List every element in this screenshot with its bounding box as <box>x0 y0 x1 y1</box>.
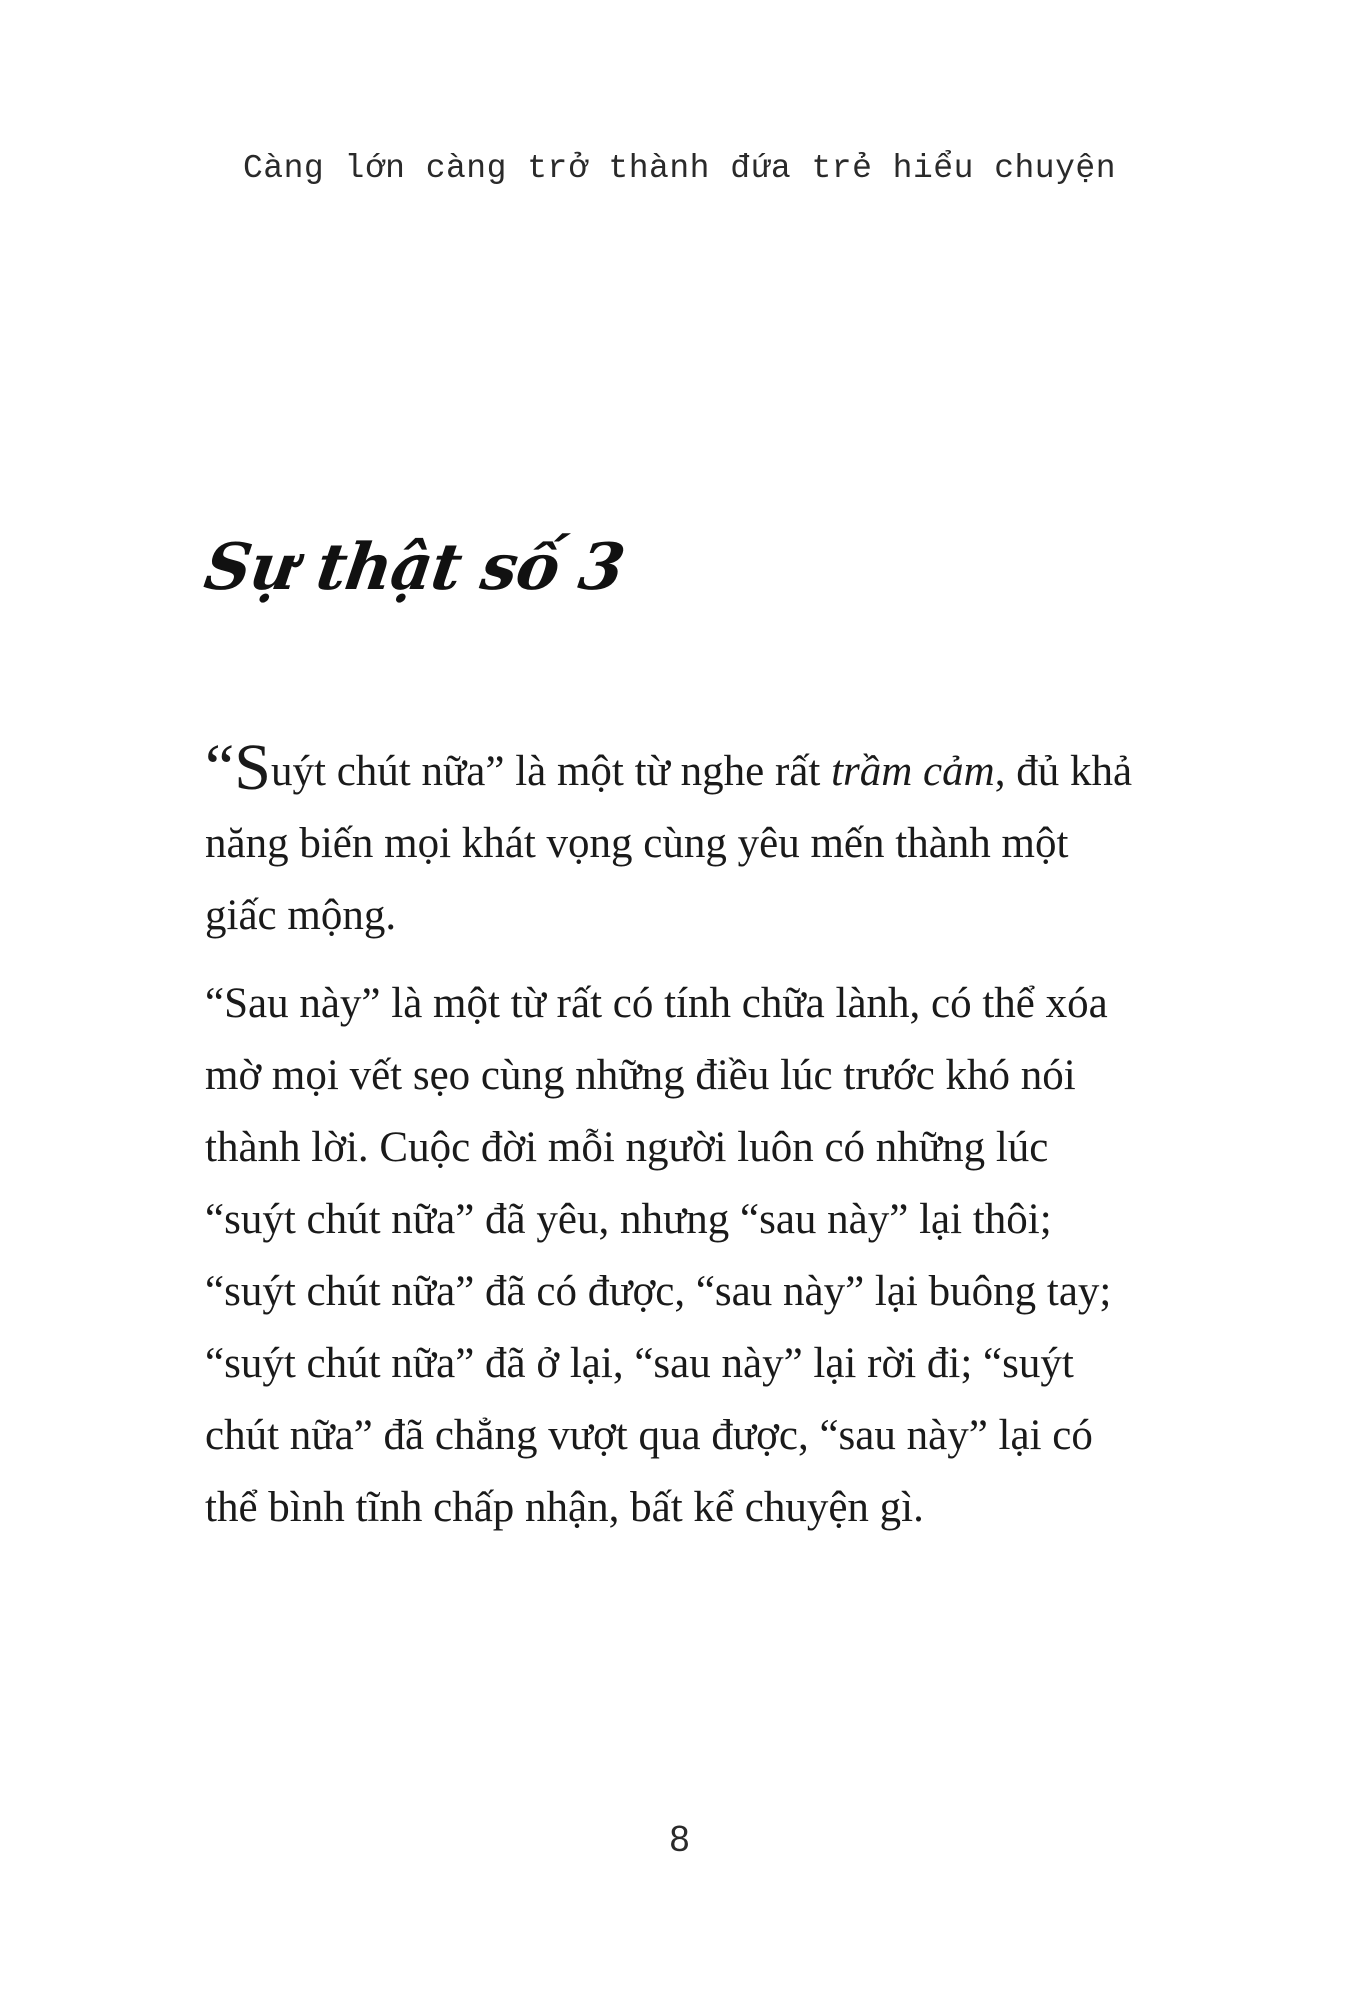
dropcap: “S <box>205 731 271 804</box>
paragraph-1-emphasis: trầm cảm <box>831 748 995 795</box>
running-header: Càng lớn càng trở thành đứa trẻ hiểu chuyện <box>242 150 1117 187</box>
paragraph-1 <box>205 731 1140 952</box>
paragraph-1-text-start: uýt chút nữa” là một từ nghe rất <box>271 748 832 795</box>
body-text <box>205 731 1140 1544</box>
paragraph-2: “Sau này” là một từ rất có tính chữa lành, có thể xóa mờ mọi vết sẹo cùng những điều lúc trước khó nói thành lời. Cuộc đời mỗi người luôn có những lúc “suýt chút nữa” đã yêu, nhưng “sau này” lại thôi; “suýt chút nữa” đã có được, “sau này” lại buông tay; “suýt chút nữa” đã ở lại, “sau này” lại rời đi; “suýt chút nữa” đã chẳng vượt qua được, “sau này” lại có thể bình tĩnh chấp nhận, bất kể chuyện gì. <box>205 980 1112 1531</box>
page-number: 8 <box>669 1818 690 1859</box>
paragraph-1-text-end: , đủ khả năng biến mọi khát vọng cùng yêu mến thành một giấc mộng. <box>205 748 1133 939</box>
chapter-title: Sự thật số 3 <box>200 530 629 605</box>
